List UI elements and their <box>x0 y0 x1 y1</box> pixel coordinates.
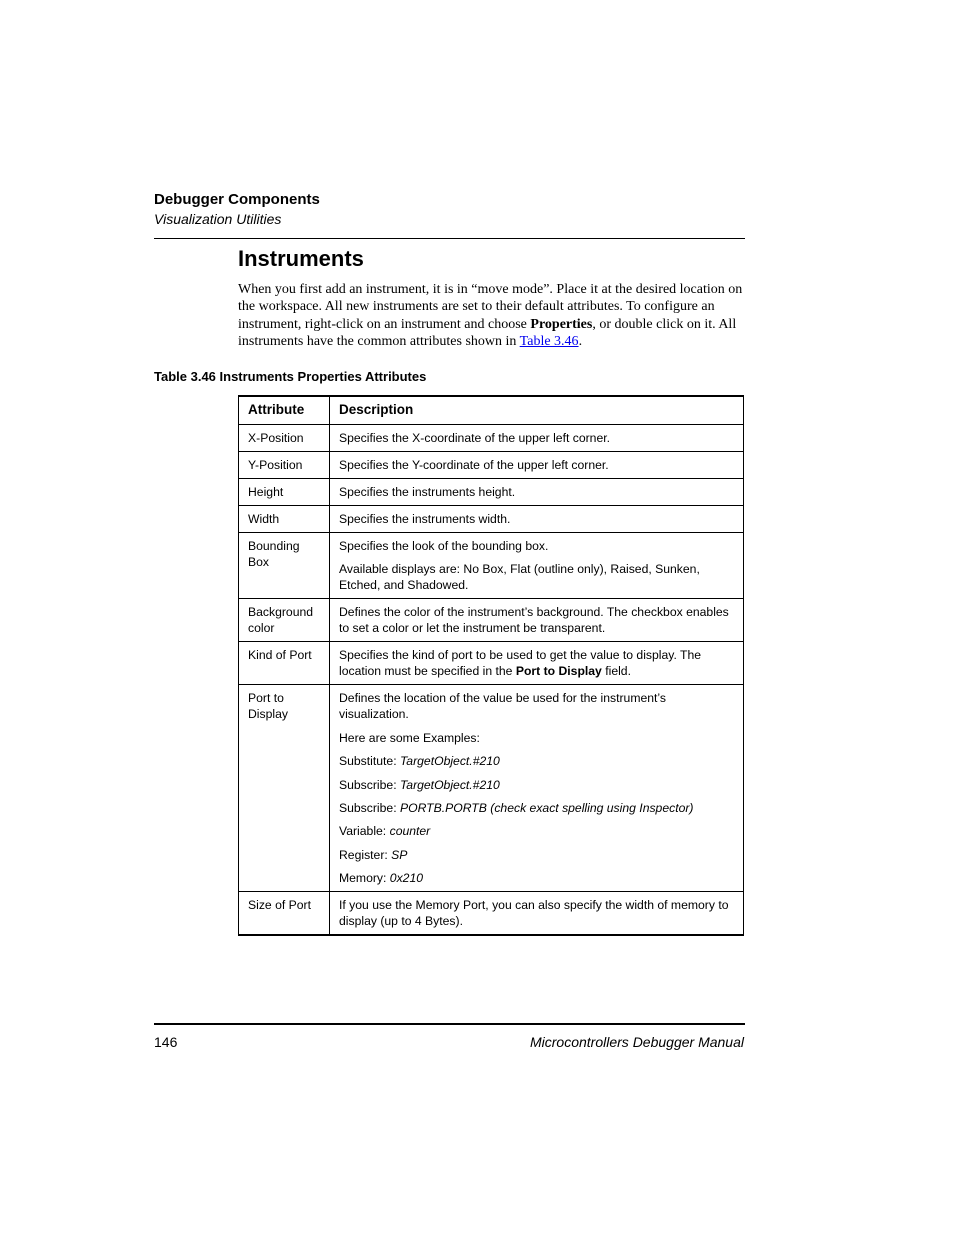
example-line <box>339 823 734 839</box>
description-cell <box>330 892 744 936</box>
description-cell <box>330 425 744 452</box>
table-caption: Table 3.46 Instruments Properties Attributes <box>154 369 427 384</box>
example-value: TargetObject.#210 <box>399 777 500 792</box>
table-row <box>239 479 744 506</box>
example-value: SP <box>391 847 408 862</box>
attribute-cell: Y-Position <box>239 452 330 479</box>
table-row <box>239 892 744 936</box>
section-title: Instruments <box>238 246 364 271</box>
table-row <box>239 685 744 892</box>
table-row <box>239 425 744 452</box>
attributes-table <box>238 395 744 936</box>
header-divider <box>154 238 745 239</box>
attribute-cell: Height <box>239 479 330 506</box>
footer-divider <box>154 1023 745 1025</box>
example-value: 0x210 <box>389 871 424 886</box>
description-cell <box>330 506 744 533</box>
description-text: Defines the location of the value be used for the instrument’s visualization. <box>339 691 667 722</box>
example-value: TargetObject.#210 <box>399 754 500 769</box>
intro-text-2: , or double click on it. All instruments have the common attributes shown in <box>238 316 737 349</box>
attribute-cell: Width <box>239 506 330 533</box>
example-label: Subscribe: <box>339 777 400 792</box>
description-text <box>339 647 734 679</box>
header-description: Description <box>330 396 744 425</box>
running-header-title: Debugger Components <box>154 191 320 208</box>
example-line <box>339 777 734 793</box>
example-value: counter <box>389 824 431 839</box>
table-row <box>239 642 744 685</box>
example-label: Variable: <box>339 824 390 839</box>
description-cell <box>330 599 744 642</box>
description-text: Specifies the Y-coordinate of the upper left corner. <box>339 458 609 472</box>
manual-title: Microcontrollers Debugger Manual <box>530 1034 744 1050</box>
description-text: If you use the Memory Port, you can also specify the width of memory to display (up to 4 Bytes). <box>339 898 729 929</box>
attribute-cell: Kind of Port <box>239 642 330 685</box>
example-label: Subscribe: <box>339 800 400 815</box>
attribute-cell: Port to Display <box>239 685 330 892</box>
example-label: Register: <box>339 847 392 862</box>
attribute-cell: Background color <box>239 599 330 642</box>
attribute-cell: Size of Port <box>239 892 330 936</box>
example-line <box>339 753 734 769</box>
intro-text-1: When you first add an instrument, it is in “move mode”. Place it at the desired location on the workspace. All new instruments are set to their default attributes. To configure an instrument, right-click on an instrument and choose <box>238 282 743 332</box>
intro-paragraph <box>238 281 744 350</box>
table-row <box>239 452 744 479</box>
description-cell <box>330 685 744 892</box>
table-row <box>239 533 744 599</box>
example-line <box>339 800 734 816</box>
description-text: Specifies the instruments height. <box>339 485 516 499</box>
example-line <box>339 870 734 886</box>
table-row <box>239 506 744 533</box>
description-text: Available displays are: No Box, Flat (outline only), Raised, Sunken, Etched, and Shadowed. <box>339 562 700 593</box>
table-row <box>239 599 744 642</box>
running-header-subtitle: Visualization Utilities <box>154 211 282 227</box>
example-label: Memory: <box>339 871 390 886</box>
example-line <box>339 847 734 863</box>
page-number: 146 <box>154 1034 178 1050</box>
header-attribute: Attribute <box>239 396 330 425</box>
table-header-row <box>239 396 744 425</box>
description-cell <box>330 642 744 685</box>
kind-of-port-bold: Port to Display <box>515 664 602 679</box>
kind-of-port-text-a: Specifies the kind of port to be used to get the value to display. The location must be specified in the <box>339 648 702 679</box>
intro-text-3: . <box>578 333 583 349</box>
attribute-cell: X-Position <box>239 425 330 452</box>
intro-bold-properties: Properties <box>530 316 593 332</box>
description-text: Specifies the instruments width. <box>339 512 511 526</box>
description-text: Here are some Examples: <box>339 730 480 745</box>
example-value: PORTB.PORTB (check exact spelling using Inspector) <box>399 800 694 815</box>
table-reference-link[interactable]: Table 3.46 <box>519 333 579 349</box>
description-text: Specifies the X-coordinate of the upper left corner. <box>339 431 610 445</box>
description-cell <box>330 452 744 479</box>
kind-of-port-text-b: field. <box>601 664 631 679</box>
description-text: Defines the color of the instrument’s background. The checkbox enables to set a color or let the instrument be transparent. <box>339 605 729 636</box>
description-cell <box>330 533 744 599</box>
description-cell <box>330 479 744 506</box>
attribute-cell: Bounding Box <box>239 533 330 599</box>
example-label: Substitute: <box>339 754 400 769</box>
description-text: Specifies the look of the bounding box. <box>339 539 549 553</box>
